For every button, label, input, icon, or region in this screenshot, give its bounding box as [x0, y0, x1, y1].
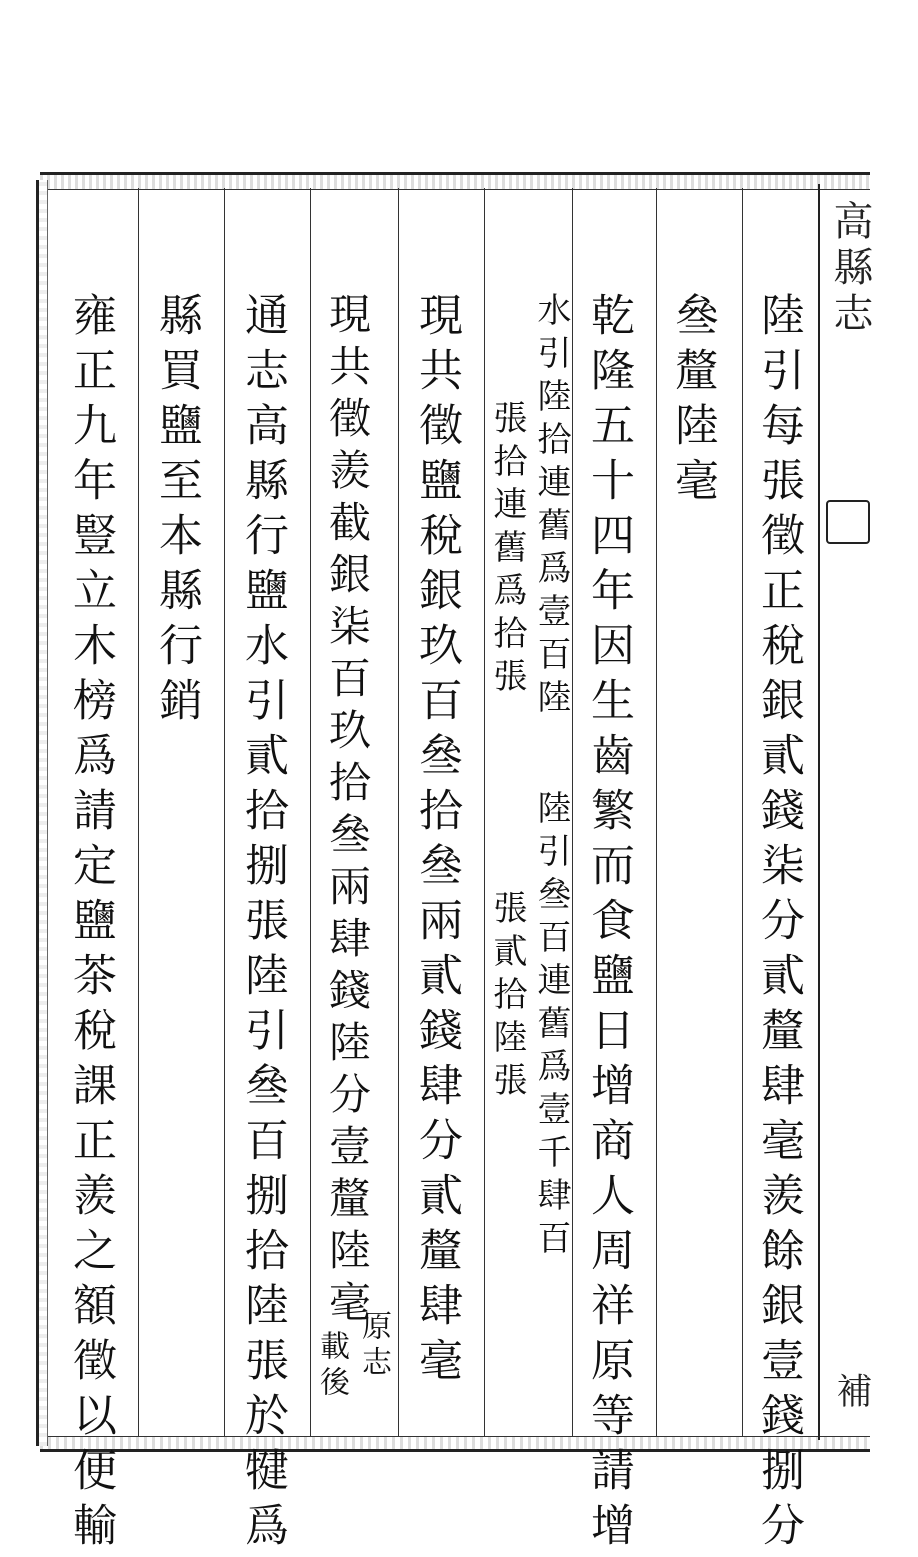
- margin-note: 補: [831, 1372, 872, 1408]
- fishtail-mark: [826, 500, 870, 544]
- page-border-bottom: [40, 1436, 870, 1452]
- page-border-left: [36, 180, 48, 1446]
- text-column-7: 通志高縣行鹽水引貳拾捌張陸引叄百捌拾陸張於犍爲: [237, 292, 288, 1557]
- note-yuanzhi: 原志: [356, 1310, 391, 1382]
- note-column-4a: 水引陸拾連舊爲壹百陸: [531, 292, 571, 722]
- column-rule: [310, 188, 311, 1436]
- page-border-top: [40, 172, 870, 190]
- text-column-2: 叄釐陸毫: [667, 292, 718, 512]
- page-border-right: [818, 184, 820, 1440]
- column-rule: [742, 188, 743, 1436]
- note-column-4c: 陸引叄百連舊爲壹千肆百: [531, 790, 571, 1263]
- margin-title: 高縣志: [827, 200, 873, 338]
- text-column-9: 雍正九年豎立木榜爲請定鹽茶稅課正羨之額徵以便輸: [65, 292, 116, 1557]
- text-column-6: 現共徵羨截銀柒百玖拾叄兩肆錢陸分壹釐陸毫: [323, 292, 372, 1332]
- text-column-3: 乾隆五十四年因生齒繁而食鹽日增商人周祥原等請增: [583, 292, 634, 1557]
- text-column-5: 現共徵鹽稅銀玖百叄拾叄兩貳錢肆分貳釐肆毫: [411, 292, 462, 1392]
- note-column-4d: 張貳拾陸張: [487, 890, 527, 1105]
- text-column-1: 陸引每張徵正稅銀貳錢柒分貳釐肆毫羨餘銀壹錢捌分: [753, 292, 804, 1557]
- column-rule: [656, 188, 657, 1436]
- note-column-4b: 張拾連舊爲拾張: [487, 400, 527, 701]
- note-zaihou: 載後: [314, 1330, 349, 1402]
- column-rule: [572, 188, 573, 1436]
- column-rule: [138, 188, 139, 1436]
- column-rule: [224, 188, 225, 1436]
- text-column-8: 縣買鹽至本縣行銷: [151, 292, 202, 732]
- column-rule: [484, 188, 485, 1436]
- column-rule: [398, 188, 399, 1436]
